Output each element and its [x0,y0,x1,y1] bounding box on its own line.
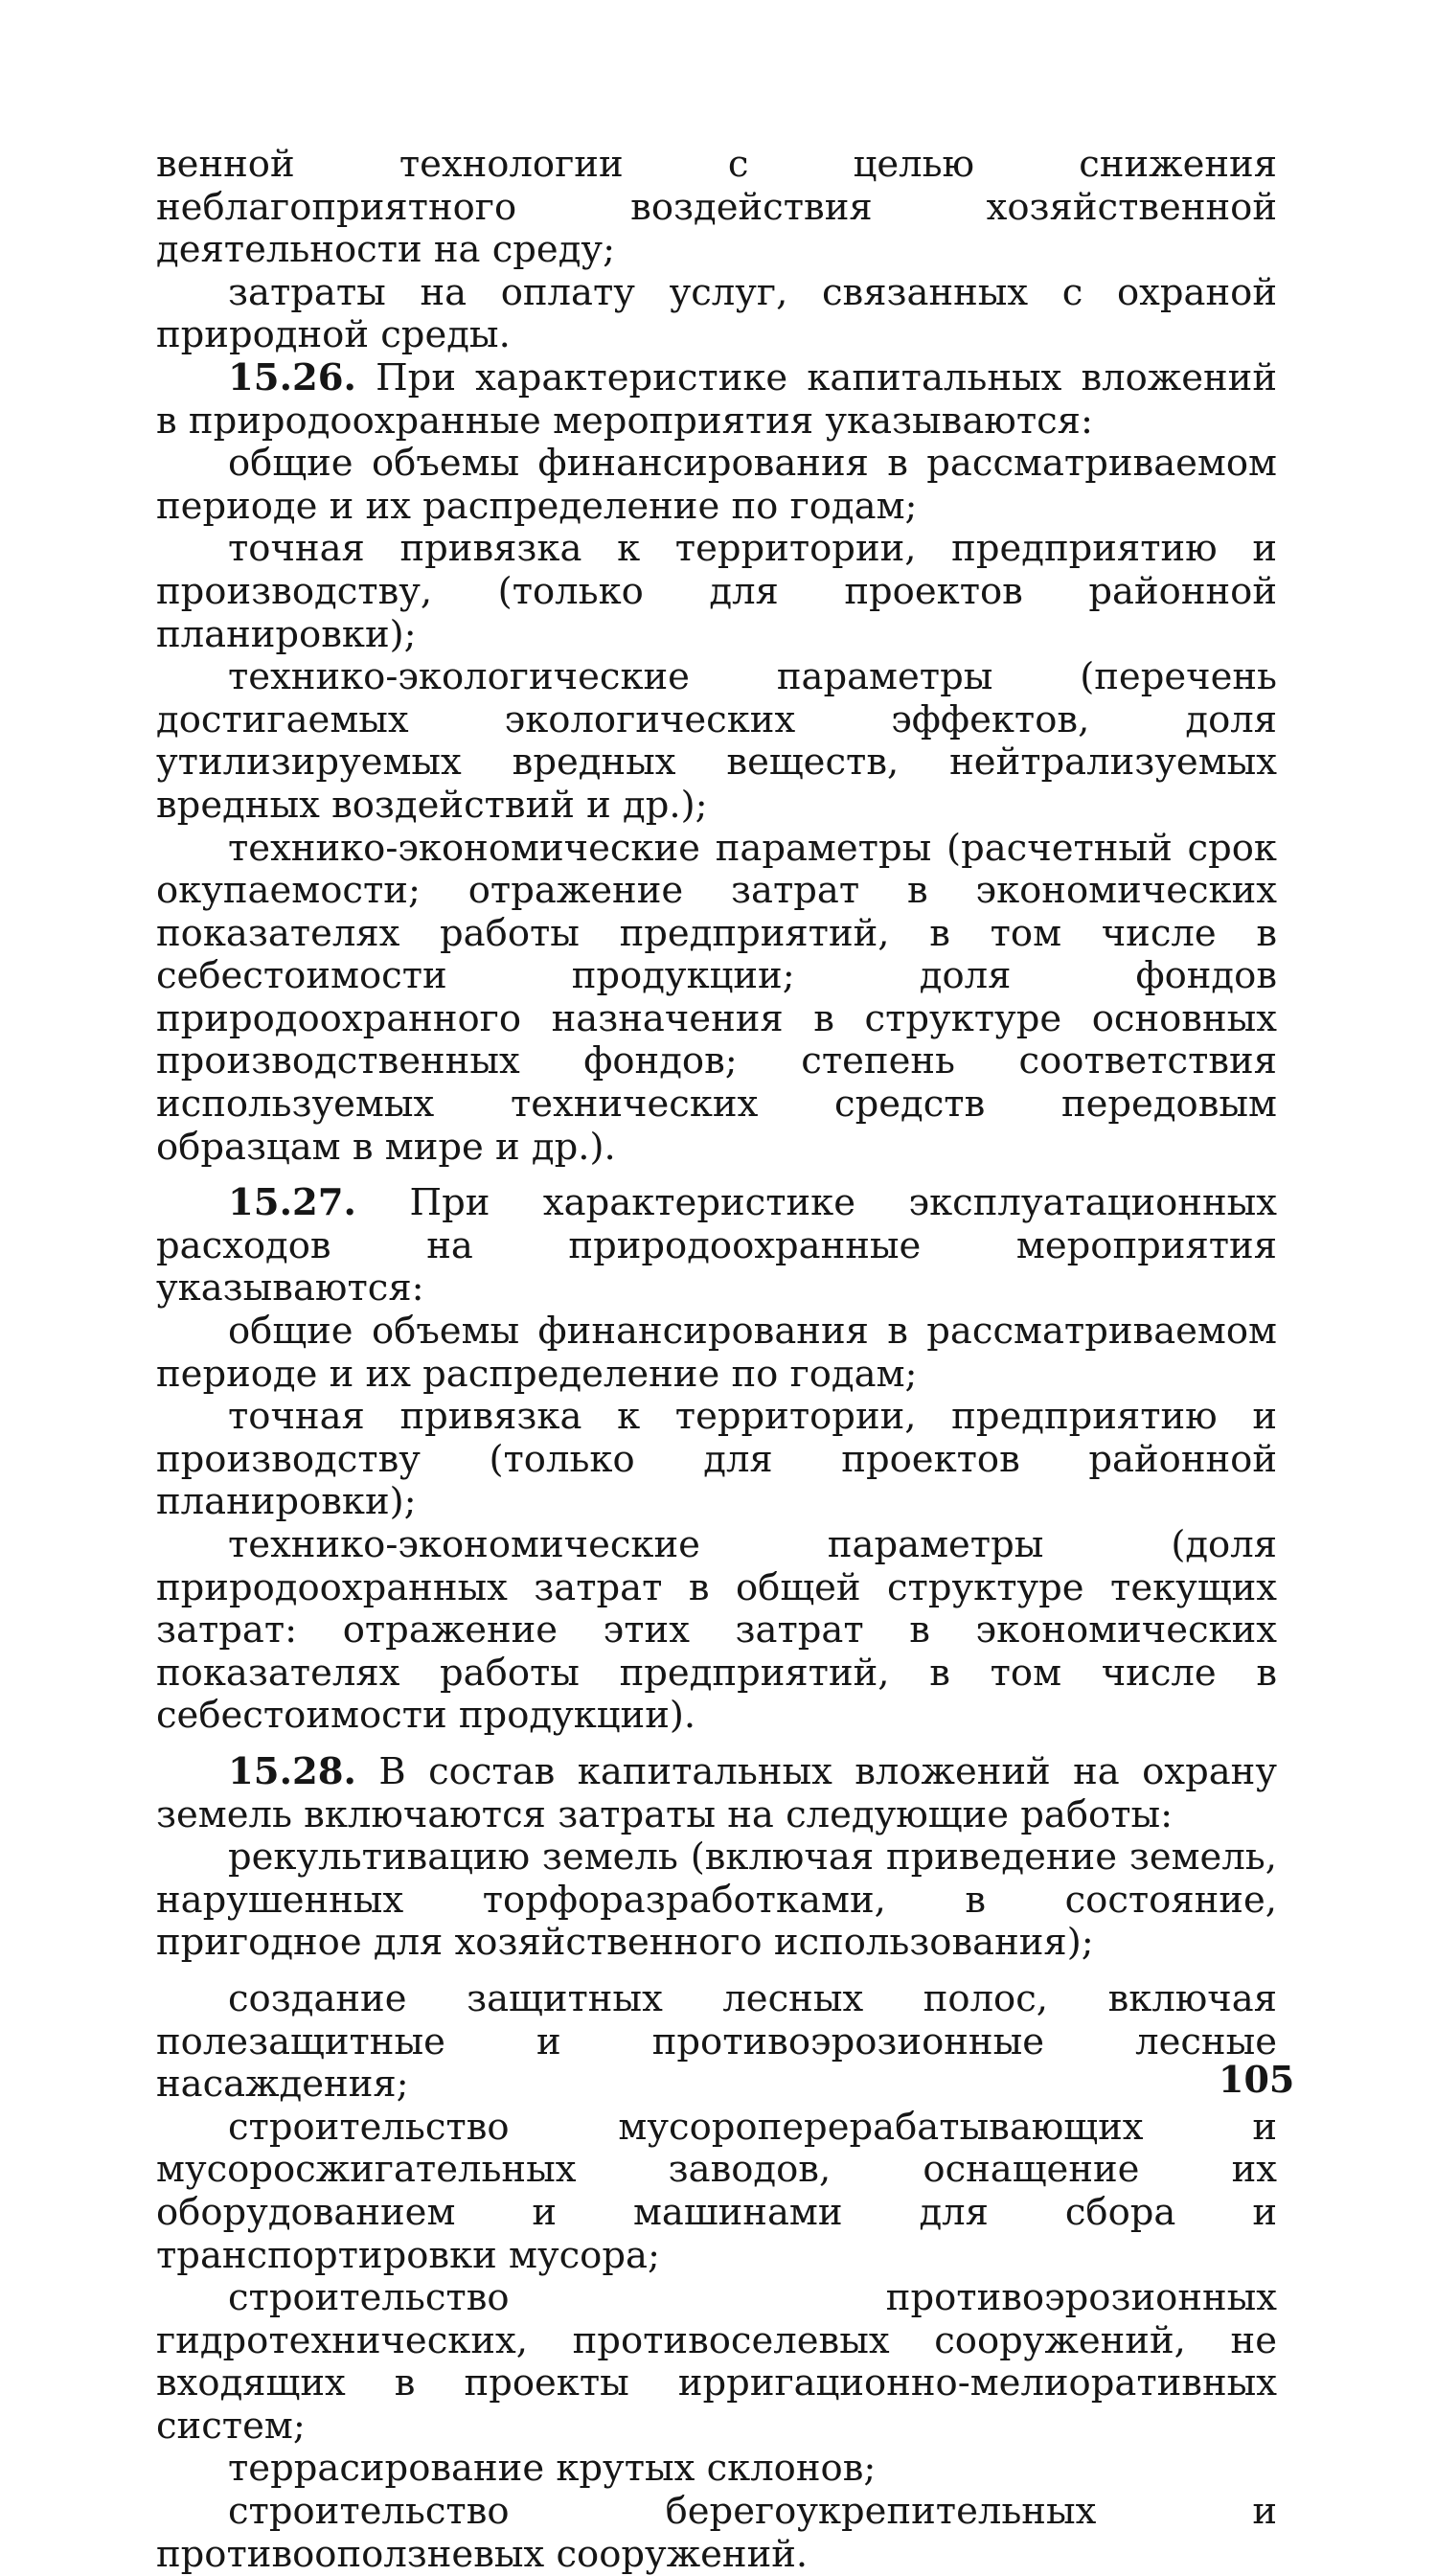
paragraph-continuation: венной технологии с целью снижения неблагоприятного воздействия хозяйственной деятельности на среду; [156,143,1277,272]
list-item: технико-экономические параметры (расчетный срок окупаемости; отражение затрат в экономических показателях работы предприятий, в том числе в себестоимости продукции; доля фондов природоохранного назначения в структуре основных производственных фондов; степень соответствия используемых технических средств передовым образцам в мире и др.). [156,826,1277,1169]
list-item: технико-экологические параметры (перечень достигаемых экологических эффектов, доля утилизируемых вредных веществ, нейтрализуемых вредных воздействий и др.); [156,655,1277,827]
section-text: При характеристике капитальных вложений в природоохранные мероприятия указываются: [156,355,1277,443]
list-item: строительство мусороперерабатывающих и мусоросжигательных заводов, оснащение их оборудованием и машинами для сбора и транспортировки мусора; [156,2105,1277,2277]
list-item: общие объемы финансирования в рассматриваемом периоде и их распределение по годам; [156,442,1277,528]
paragraph: затраты на оплату услуг, связанных с охраной природной среды. [156,270,1277,357]
list-item: создание защитных лесных полос, включая полезащитные и противоэрозионные лесные насаждения; [156,1976,1277,2107]
section-text: В состав капитальных вложений на охрану земель включаются затраты на следующие работы: [156,1749,1277,1836]
list-item: рекультивацию земель (включая приведение земель, нарушенных торфоразработками, в состояние, пригодное для хозяйственного использования); [156,1835,1277,1965]
section-text: При характеристике эксплуатационных расходов на природоохранные мероприятия указываются: [156,1181,1277,1311]
page-body [156,143,1295,2576]
list-item: технико-экономические параметры (доля природоохранных затрат в общей структуре текущих затрат: отражение этих затрат в экономических показателях работы предприятий, в том числе в себестоимости продукции). [156,1523,1277,1738]
section-15-27 [156,1182,1277,1311]
section-number: 15.26. [228,355,356,399]
section-number: 15.28. [228,1749,356,1793]
list-item: общие объемы финансирования в рассматриваемом периоде и их распределение по годам; [156,1310,1277,1396]
page-number: 105 [1219,2058,1295,2101]
list-item: строительство берегоукрепительных и противооползневых сооружений. [156,2490,1277,2576]
list-item: строительство противоэрозионных гидротехнических, противоселевых сооружений, не входящих в проекты ирригационно-мелиоративных систем; [156,2276,1277,2448]
list-item: точная привязка к территории, предприятию и производству (только для проектов районной планировки); [156,1395,1277,1524]
section-number: 15.27. [228,1181,356,1225]
section-15-26 [156,357,1277,443]
list-item: террасирование крутых склонов; [228,2447,877,2491]
section-15-28 [156,1751,1277,1836]
list-item: точная привязка к территории, предприятию и производству, (только для проектов районной планировки); [156,527,1277,656]
